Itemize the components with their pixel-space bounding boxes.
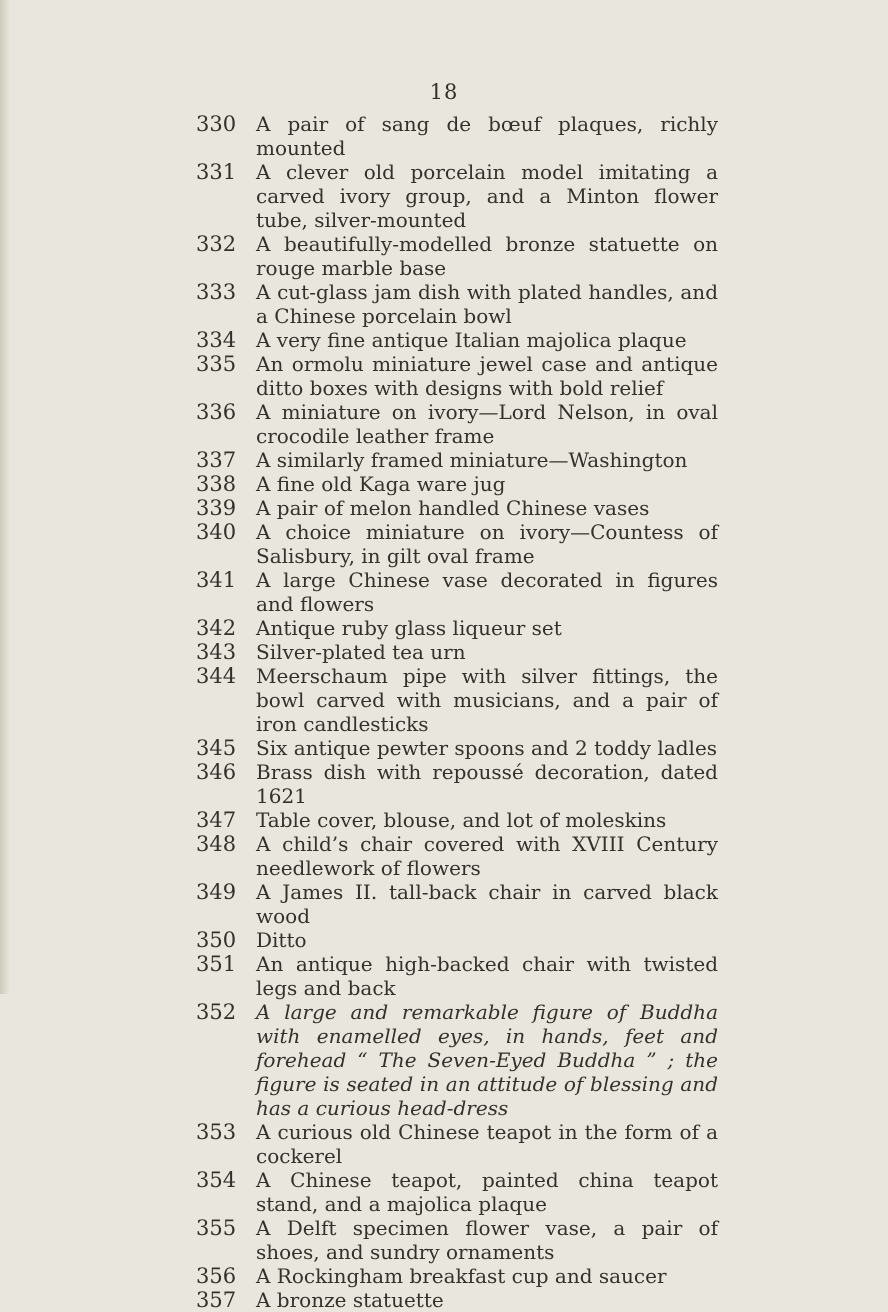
lot-number: 350 [196, 928, 237, 952]
lot-number: 342 [196, 616, 237, 640]
lot-description: A clever old porcelain model imitating a carved ivory group, and a Minton flower tube, silver-mounted [256, 160, 718, 232]
lot-description: A cut-glass jam dish with plated handles, and a Chinese porcelain bowl [256, 280, 718, 328]
lot-description: A Rockingham breakfast cup and saucer [256, 1264, 667, 1288]
lot-number: 341 [196, 568, 237, 592]
lot-description: A choice miniature on ivory—Countess of Salisbury, in gilt oval frame [256, 520, 718, 568]
lot-description: A pair of sang de bœuf plaques, richly mounted [256, 112, 718, 160]
lot-number: 339 [196, 496, 237, 520]
lot-description: A fine old Kaga ware jug [256, 472, 506, 496]
lot-description: A large and remarkable figure of Buddha with enamelled eyes, in hands, feet and forehead “ The Seven-Eyed Buddha ” ; the figure is seated in an attitude of blessing and has a curious head-dress [256, 1000, 718, 1120]
lot-number: 334 [196, 328, 237, 352]
lot-number: 332 [196, 232, 237, 256]
lot-number: 331 [196, 160, 237, 184]
lot-number: 336 [196, 400, 237, 424]
lot-number: 343 [196, 640, 237, 664]
lot-description: A miniature on ivory—Lord Nelson, in oval crocodile leather frame [256, 400, 718, 448]
lot-number: 330 [196, 112, 237, 136]
lot-description: A Chinese teapot, painted china teapot stand, and a majolica plaque [256, 1168, 718, 1216]
lot-number: 353 [196, 1120, 237, 1144]
lot-description: A very fine antique Italian majolica plaque [256, 328, 687, 352]
lot-description: Meerschaum pipe with silver fittings, the bowl carved with musicians, and a pair of iron candlesticks [256, 664, 718, 736]
lot-description: Six antique pewter spoons and 2 toddy ladles [256, 736, 718, 760]
lot-number: 354 [196, 1168, 237, 1192]
lot-description: A James II. tall-back chair in carved black wood [256, 880, 718, 928]
lot-number: 349 [196, 880, 237, 904]
lot-description: A Delft specimen flower vase, a pair of shoes, and sundry ornaments [256, 1216, 718, 1264]
lot-description: Table cover, blouse, and lot of moleskins [256, 808, 667, 832]
lot-number: 351 [196, 952, 237, 976]
lot-description: A similarly framed miniature—Washington [256, 448, 688, 472]
lot-number: 340 [196, 520, 237, 544]
lot-description: Antique ruby glass liqueur set [256, 616, 562, 640]
lot-number: 333 [196, 280, 237, 304]
lot-description: A pair of melon handled Chinese vases [256, 496, 650, 520]
lot-description: A bronze statuette [256, 1288, 444, 1312]
lot-description: A curious old Chinese teapot in the form of a cockerel [256, 1120, 718, 1168]
page-number: 18 [429, 80, 459, 104]
lot-number: 337 [196, 448, 237, 472]
lot-number: 348 [196, 832, 237, 856]
lot-number: 352 [196, 1000, 237, 1024]
lot-number: 338 [196, 472, 237, 496]
lot-number: 357 [196, 1288, 237, 1312]
lot-description: An ormolu miniature jewel case and antique ditto boxes with designs with bold relief [256, 352, 718, 400]
lot-description: Ditto [256, 928, 307, 952]
lot-description: A child’s chair covered with XVIII Century needlework of flowers [256, 832, 718, 880]
lot-description: A beautifully-modelled bronze statuette on rouge marble base [256, 232, 718, 280]
lot-description: Brass dish with repoussé decoration, dated 1621 [256, 760, 718, 808]
lot-number: 335 [196, 352, 237, 376]
lot-number: 347 [196, 808, 237, 832]
lot-number: 345 [196, 736, 237, 760]
lot-number: 344 [196, 664, 237, 688]
lot-description: A large Chinese vase decorated in figures and flowers [256, 568, 718, 616]
lot-number: 355 [196, 1216, 237, 1240]
page-edge [0, 0, 10, 994]
lot-description: Silver-plated tea urn [256, 640, 466, 664]
lot-description: An antique high-backed chair with twisted legs and back [256, 952, 718, 1000]
lot-number: 346 [196, 760, 237, 784]
lot-number: 356 [196, 1264, 237, 1288]
